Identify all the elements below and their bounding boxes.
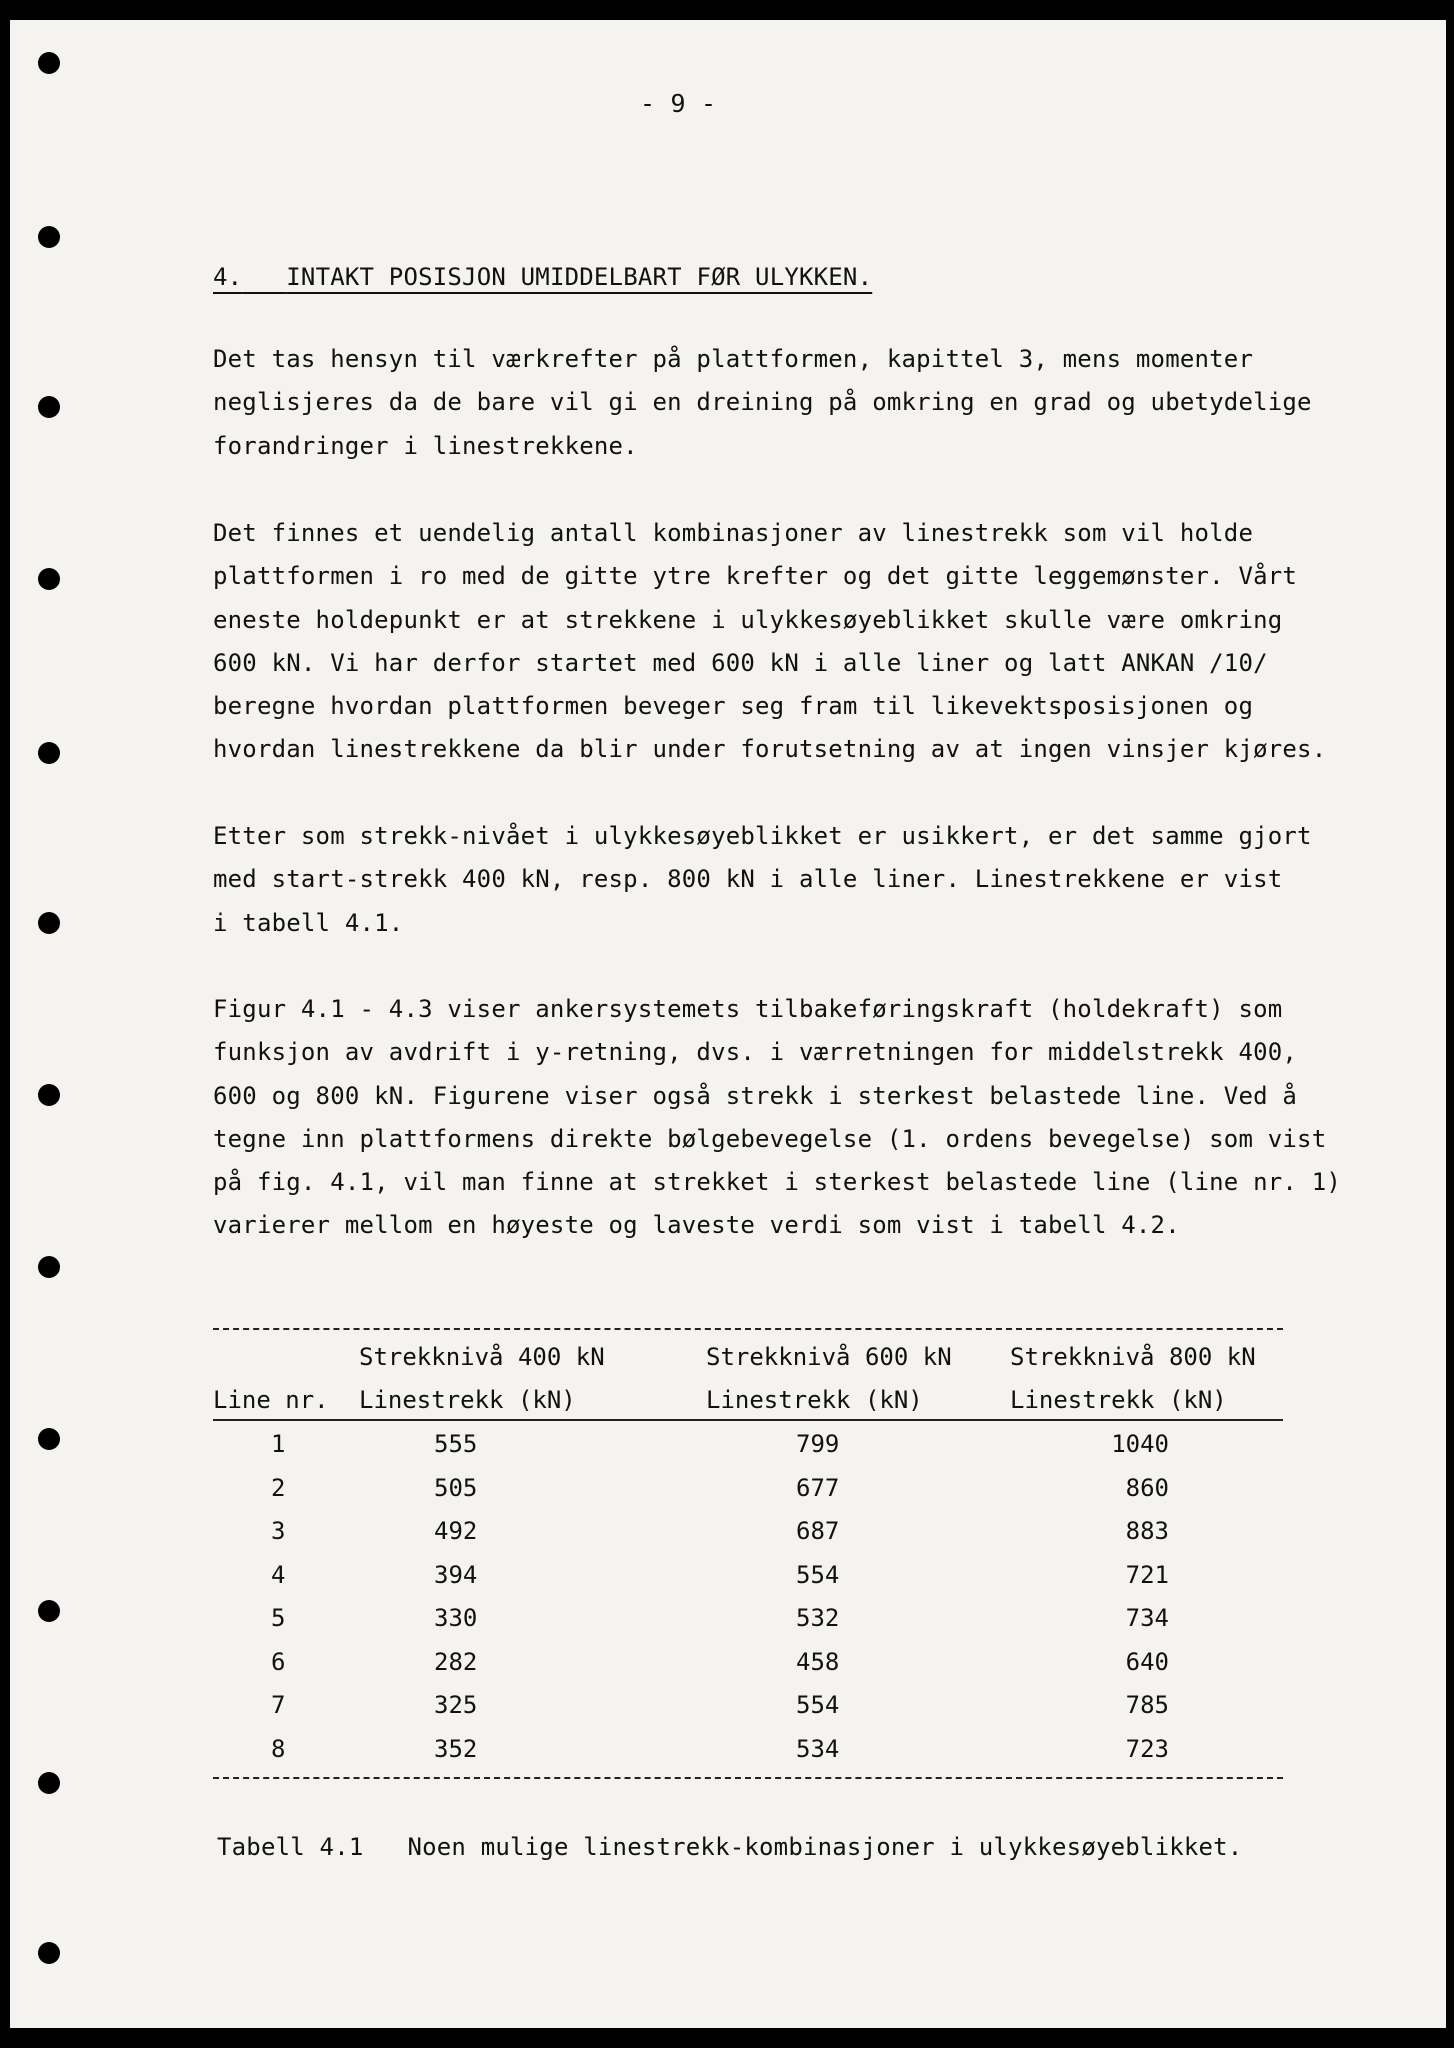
cell-line-nr: 1: [271, 1430, 286, 1458]
document-page: [10, 20, 1446, 2028]
cell-line-nr: 6: [271, 1647, 286, 1676]
cell-400: 505: [434, 1473, 478, 1502]
cell-line-nr: 2: [271, 1473, 286, 1502]
paragraph-3: [213, 815, 1312, 945]
header-line-nr: Line nr.: [213, 1386, 329, 1414]
text-line: i tabell 4.1.: [213, 908, 404, 937]
punch-hole: [38, 742, 60, 764]
caption-text: Noen mulige linestrekk-kombinasjoner i ulykkesøyeblikket.: [407, 1833, 1243, 1861]
cell-line-nr: 3: [271, 1517, 286, 1545]
table-top-rule: [213, 1328, 1283, 1330]
table-row: [213, 1728, 1283, 1771]
punch-hole: [38, 912, 60, 934]
table-row: [213, 1684, 1283, 1727]
cell-600: 799: [796, 1430, 840, 1458]
text-line: Figur 4.1 - 4.3 viser ankersystemets tilbakeføringskraft (holdekraft) som: [213, 995, 1283, 1023]
cell-line-nr: 5: [271, 1604, 286, 1632]
cell-line-nr: 8: [271, 1734, 286, 1763]
header-level-800: Strekknivå 800 kN: [1010, 1343, 1256, 1371]
punch-hole: [38, 1084, 60, 1106]
cell-400: 394: [434, 1560, 478, 1589]
punch-hole: [38, 1256, 60, 1278]
paragraph-2: [213, 512, 1326, 772]
table-bottom-rule: [213, 1777, 1283, 1779]
paragraph-4: [213, 988, 1341, 1248]
table-row: [213, 1554, 1283, 1597]
header-linestrekk-600: Linestrekk (kN): [706, 1386, 923, 1414]
table-row: [213, 1641, 1283, 1684]
text-line: Etter som strekk-nivået i ulykkesøyeblikket er usikkert, er det samme gjort: [213, 822, 1312, 850]
punch-hole: [38, 1772, 60, 1794]
section-number: 4.: [213, 263, 243, 291]
cell-600: 687: [796, 1517, 840, 1545]
header-linestrekk-400: Linestrekk (kN): [359, 1386, 576, 1414]
header-level-600: Strekknivå 600 kN: [706, 1343, 952, 1371]
text-line: hvordan linestrekkene da blir under forutsetning av at ingen vinsjer kjøres.: [213, 735, 1327, 764]
text-line: Det tas hensyn til værkrefter på plattformen, kapittel 3, mens momenter: [213, 345, 1254, 373]
table-caption: [217, 1826, 1242, 1869]
cell-800: 723: [1125, 1734, 1169, 1763]
cell-800: 734: [1125, 1604, 1169, 1632]
cell-600: 677: [796, 1473, 840, 1502]
cell-600: 532: [796, 1604, 840, 1632]
page-number: - 9 -: [640, 89, 717, 118]
section-heading: [213, 256, 872, 299]
cell-400: 325: [434, 1691, 478, 1719]
cell-400: 492: [434, 1517, 478, 1545]
text-line: forandringer i linestrekkene.: [213, 431, 638, 460]
punch-hole: [38, 396, 60, 418]
header-linestrekk-800: Linestrekk (kN): [1010, 1386, 1227, 1414]
text-line: tegne inn plattformens direkte bølgebevegelse (1. ordens bevegelse) som vist: [213, 1124, 1327, 1153]
text-line: på fig. 4.1, vil man finne at strekket i sterkest belastede line (line nr. 1): [213, 1168, 1341, 1197]
text-line: Det finnes et uendelig antall kombinasjoner av linestrekk som vil holde: [213, 519, 1254, 547]
text-line: funksjon av avdrift i y-retning, dvs. i værretningen for middelstrekk 400,: [213, 1038, 1298, 1067]
cell-600: 554: [796, 1691, 840, 1719]
cell-800: 1040: [1111, 1430, 1169, 1458]
cell-line-nr: 7: [271, 1691, 286, 1719]
text-line: 600 og 800 kN. Figurene viser også strekk i sterkest belastede line. Ved å: [213, 1081, 1298, 1110]
text-line: 600 kN. Vi har derfor startet med 600 kN i alle liner og latt ANKAN /10/: [213, 648, 1268, 677]
cell-400: 555: [434, 1430, 478, 1458]
table-header-rule: [213, 1419, 1283, 1421]
table-row: [213, 1467, 1283, 1510]
table-row: [213, 1423, 1283, 1466]
text-line: beregne hvordan plattformen beveger seg fram til likevektsposisjonen og: [213, 692, 1254, 721]
caption-label: Tabell 4.1: [217, 1833, 364, 1861]
table-row: [213, 1597, 1283, 1640]
punch-hole: [38, 226, 60, 248]
header-level-400: Strekknivå 400 kN: [359, 1343, 605, 1371]
cell-800: 883: [1125, 1517, 1169, 1545]
text-line: plattformen i ro med de gitte ytre krefter og det gitte leggemønster. Vårt: [213, 562, 1298, 591]
text-line: med start-strekk 400 kN, resp. 800 kN i alle liner. Linestrekkene er vist: [213, 865, 1283, 894]
paragraph-1: [213, 338, 1312, 468]
punch-hole: [38, 52, 60, 74]
cell-line-nr: 4: [271, 1560, 286, 1589]
section-title: INTAKT POSISJON UMIDDELBART FØR ULYKKEN.: [286, 263, 873, 291]
punch-hole: [38, 568, 60, 590]
cell-600: 458: [796, 1647, 840, 1676]
table-row: [213, 1510, 1283, 1553]
cell-800: 640: [1125, 1647, 1169, 1676]
text-line: varierer mellom en høyeste og laveste verdi som vist i tabell 4.2.: [213, 1211, 1180, 1240]
cell-800: 785: [1125, 1691, 1169, 1719]
heading-gap: [242, 263, 286, 291]
cell-400: 330: [434, 1604, 478, 1632]
cell-600: 554: [796, 1560, 840, 1589]
cell-400: 352: [434, 1734, 478, 1763]
punch-hole: [38, 1600, 60, 1622]
text-line: eneste holdepunkt er at strekkene i ulykkesøyeblikket skulle være omkring: [213, 605, 1283, 634]
caption-gap: [364, 1833, 408, 1861]
text-line: neglisjeres da de bare vil gi en dreining på omkring en grad og ubetydelige: [213, 388, 1312, 417]
cell-600: 534: [796, 1734, 840, 1763]
punch-hole: [38, 1942, 60, 1964]
cell-800: 860: [1125, 1473, 1169, 1502]
cell-800: 721: [1125, 1560, 1169, 1589]
punch-hole: [38, 1428, 60, 1450]
cell-400: 282: [434, 1647, 478, 1676]
